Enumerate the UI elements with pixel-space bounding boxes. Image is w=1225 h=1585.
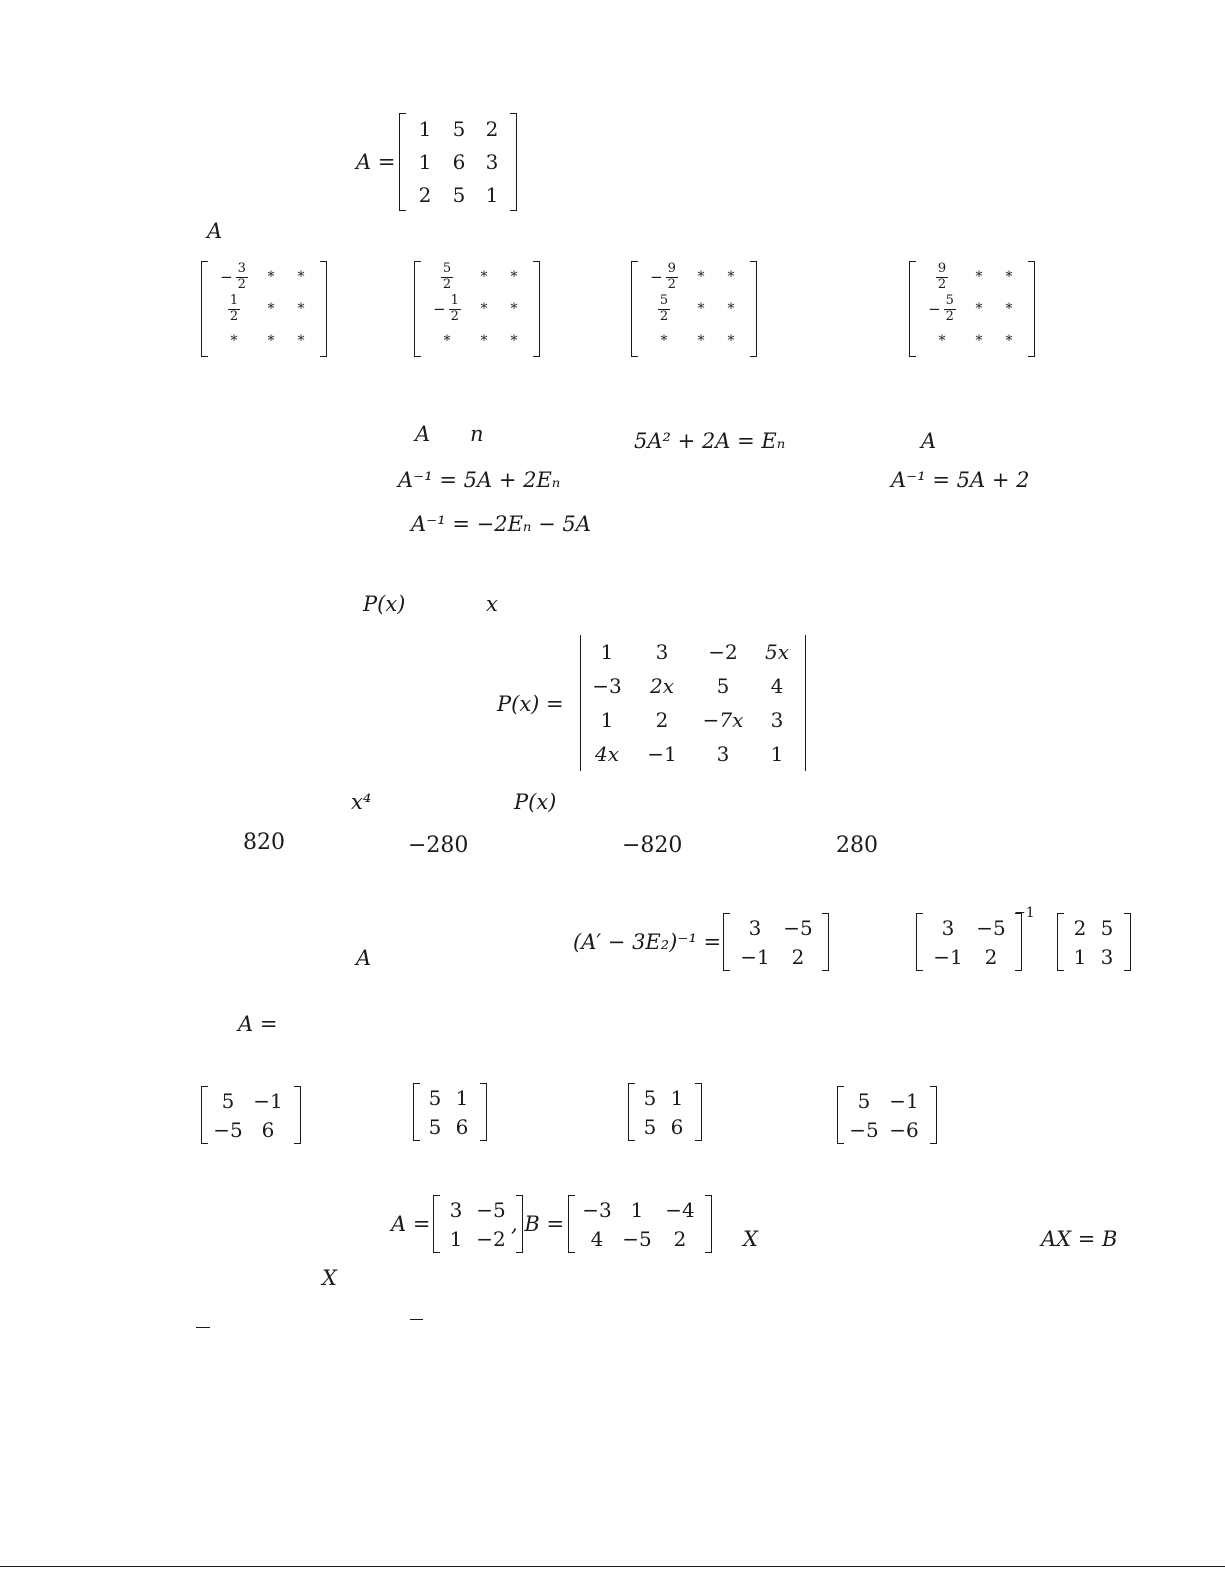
matrix-cell: * [727, 269, 735, 285]
q4-matrix-3 [1057, 913, 1131, 971]
q4-option-1[interactable] [201, 1086, 301, 1144]
q2-equation: 5A² + 2A = Eₙ [634, 429, 786, 453]
matrix-cell: −1 [253, 1088, 283, 1113]
q1-lhs: A = [356, 150, 396, 174]
matrix-cell: 6 [261, 1117, 275, 1142]
matrix-cell: 1 [600, 708, 614, 732]
matrix-cell: −7x [702, 708, 744, 732]
fraction [228, 294, 240, 324]
q5-equation: AX = B [1041, 1227, 1118, 1251]
denominator: 2 [667, 276, 676, 292]
denominator: 2 [659, 308, 669, 324]
fraction [441, 262, 453, 292]
matrix-cell: 1 [600, 640, 614, 664]
matrix-cell [433, 294, 461, 324]
matrix-cell: * [443, 333, 451, 349]
matrix-cell: −5 [476, 1197, 506, 1222]
q3-option-2[interactable]: −280 [408, 833, 469, 858]
q5-a-lhs: A = [391, 1212, 431, 1236]
q1-option-4[interactable] [909, 261, 1035, 357]
matrix-cell: 3 [770, 708, 784, 732]
matrix-cell: 3 [1100, 944, 1114, 969]
matrix-cell: −5 [783, 915, 813, 940]
denominator: 2 [442, 276, 452, 292]
matrix-cell: 2 [984, 944, 998, 969]
q3-option-4[interactable]: 280 [836, 833, 878, 858]
q1-option-2[interactable] [414, 261, 540, 357]
dash-mark [196, 1327, 210, 1328]
q2-symbol-n: n [470, 422, 484, 446]
minus-sign: − [650, 267, 663, 286]
q3-determinant [580, 635, 806, 771]
matrix-cell: * [975, 301, 983, 317]
q4-option-3[interactable] [628, 1083, 702, 1141]
matrix-cell: 1 [770, 742, 784, 766]
matrix-cell: 2 [1073, 915, 1087, 940]
matrix-cell: 3 [748, 915, 762, 940]
matrix-cell [650, 262, 678, 292]
matrix-cell: * [230, 333, 238, 349]
matrix-cell: −5 [213, 1117, 243, 1142]
matrix-cell: −5 [849, 1117, 879, 1142]
matrix-cell: 6 [670, 1114, 684, 1139]
fraction [666, 262, 678, 292]
matrix-cell: * [297, 333, 305, 349]
q4-matrix-2 [916, 913, 1022, 971]
matrix-cell: −1 [740, 944, 770, 969]
matrix-cell: * [510, 269, 518, 285]
q3-option-3[interactable]: −820 [622, 833, 683, 858]
matrix-cell: * [697, 269, 705, 285]
matrix-cell: 3 [449, 1197, 463, 1222]
q3-x4: x⁴ [351, 790, 372, 814]
matrix-cell: 5 [643, 1114, 657, 1139]
matrix-cell: 4 [590, 1226, 604, 1251]
q5-x: X [743, 1227, 758, 1251]
matrix-cell: * [510, 333, 518, 349]
matrix-cell: 5 [452, 182, 466, 207]
q5-x-2: X [322, 1266, 337, 1290]
matrix-cell: * [975, 269, 983, 285]
numerator: 5 [659, 293, 669, 309]
minus-sign: − [433, 299, 446, 318]
matrix-cell [936, 262, 948, 292]
matrix-cell: * [480, 301, 488, 317]
matrix-cell: 1 [449, 1226, 463, 1251]
matrix-cell: 1 [418, 117, 432, 142]
q1-option-1[interactable] [201, 261, 327, 357]
matrix-cell: 5 [716, 674, 730, 698]
minus-sign: − [928, 299, 941, 318]
denominator: 2 [937, 276, 947, 292]
matrix-cell: * [297, 301, 305, 317]
matrix-cell [928, 294, 956, 324]
matrix-cell: −6 [889, 1117, 919, 1142]
fraction [658, 294, 670, 324]
matrix-cell: * [697, 301, 705, 317]
matrix-cell: −1 [647, 742, 677, 766]
matrix-cell: 4x [594, 742, 619, 766]
denominator: 2 [450, 308, 459, 324]
matrix-cell: 1 [485, 182, 499, 207]
q4-matrix-1 [723, 913, 829, 971]
matrix-cell [441, 262, 453, 292]
matrix-cell: 3 [716, 742, 730, 766]
matrix-cell: 1 [418, 149, 432, 174]
matrix-cell: 1 [670, 1085, 684, 1110]
matrix-cell: 2 [485, 117, 499, 142]
fraction [936, 262, 948, 292]
matrix-cell: 4 [770, 674, 784, 698]
q3-px2: P(x) [514, 790, 557, 814]
fraction [236, 262, 248, 292]
q4-a-equals: A = [238, 1012, 278, 1036]
matrix-cell: * [267, 333, 275, 349]
denominator: 2 [237, 276, 246, 292]
matrix-cell: * [1005, 269, 1013, 285]
q4-symbol-a: A [356, 946, 372, 970]
q4-option-4[interactable] [837, 1086, 937, 1144]
q2-symbol-a2: A [921, 429, 937, 453]
matrix-cell: 3 [941, 915, 955, 940]
matrix-cell: 1 [455, 1085, 469, 1110]
q2-option-b[interactable]: A⁻¹ = 5A + 2 [891, 468, 1030, 492]
matrix-cell: 5x [764, 640, 789, 664]
matrix-cell: 6 [455, 1114, 469, 1139]
q4-option-2[interactable] [413, 1083, 487, 1141]
matrix-cell: * [727, 301, 735, 317]
q3-x: x [486, 592, 498, 616]
matrix-cell: 1 [630, 1197, 644, 1222]
q1-matrix [399, 113, 517, 211]
matrix-cell: −2 [708, 640, 738, 664]
matrix-cell: −3 [592, 674, 622, 698]
q4-equation-lhs: (A′ − 3E₂)⁻¹ = [573, 930, 722, 954]
q5-b-lhs: , B = [511, 1212, 565, 1236]
matrix-cell: 2 [673, 1226, 687, 1251]
matrix-cell: 5 [221, 1088, 235, 1113]
matrix-cell: 2 [791, 944, 805, 969]
matrix-cell: −4 [665, 1197, 695, 1222]
q3-det-lhs: P(x) = [497, 692, 564, 716]
matrix-cell: 5 [452, 117, 466, 142]
matrix-cell: * [1005, 333, 1013, 349]
numerator: 9 [667, 261, 676, 277]
q4-matrix-2-exponent: −1 [1014, 905, 1035, 921]
numerator: 1 [450, 293, 459, 309]
numerator: 9 [937, 261, 947, 277]
matrix-cell: 5 [1100, 915, 1114, 940]
matrix-cell: * [697, 333, 705, 349]
q2-symbol-a: A [415, 422, 431, 446]
matrix-cell [658, 294, 670, 324]
matrix-cell: * [660, 333, 668, 349]
matrix-cell: −2 [476, 1226, 506, 1251]
matrix-cell: 3 [485, 149, 499, 174]
matrix-cell: 2 [418, 182, 432, 207]
matrix-cell: * [975, 333, 983, 349]
matrix-cell [228, 294, 240, 324]
matrix-cell: * [297, 269, 305, 285]
matrix-cell: 5 [428, 1114, 442, 1139]
matrix-cell: −5 [622, 1226, 652, 1251]
matrix-cell: 5 [857, 1088, 871, 1113]
matrix-cell: 1 [1073, 944, 1087, 969]
matrix-cell: * [480, 269, 488, 285]
matrix-cell: * [510, 301, 518, 317]
matrix-cell [220, 262, 248, 292]
q2-option-a[interactable]: A⁻¹ = 5A + 2Eₙ [398, 468, 561, 492]
q5-matrix-a [433, 1195, 523, 1253]
matrix-cell: −5 [976, 915, 1006, 940]
matrix-cell: * [267, 301, 275, 317]
numerator: 3 [237, 261, 246, 277]
matrix-cell: * [1005, 301, 1013, 317]
matrix-cell: −1 [933, 944, 963, 969]
q2-option-c[interactable]: A⁻¹ = −2Eₙ − 5A [411, 512, 591, 536]
fraction [944, 294, 956, 324]
q3-px: P(x) [363, 592, 406, 616]
dash-mark [410, 1319, 423, 1320]
matrix-cell: 5 [428, 1085, 442, 1110]
matrix-cell: 6 [452, 149, 466, 174]
numerator: 1 [229, 293, 239, 309]
matrix-cell: 3 [655, 640, 669, 664]
q1-symbol-a: A [207, 219, 223, 243]
matrix-cell: * [480, 333, 488, 349]
fraction [449, 294, 461, 324]
matrix-cell: 2x [649, 674, 674, 698]
page-bottom-rule [0, 1566, 1225, 1567]
matrix-cell: * [727, 333, 735, 349]
matrix-cell: 5 [643, 1085, 657, 1110]
matrix-cell: 2 [655, 708, 669, 732]
denominator: 2 [229, 308, 239, 324]
matrix-cell: * [938, 333, 946, 349]
matrix-cell: −3 [582, 1197, 612, 1222]
matrix-cell: * [267, 269, 275, 285]
minus-sign: − [220, 267, 233, 286]
q5-matrix-b [568, 1195, 712, 1253]
numerator: 5 [945, 293, 954, 309]
q3-option-1[interactable]: 820 [243, 830, 285, 855]
numerator: 5 [442, 261, 452, 277]
matrix-cell: −1 [889, 1088, 919, 1113]
q1-option-3[interactable] [631, 261, 757, 357]
denominator: 2 [945, 308, 954, 324]
